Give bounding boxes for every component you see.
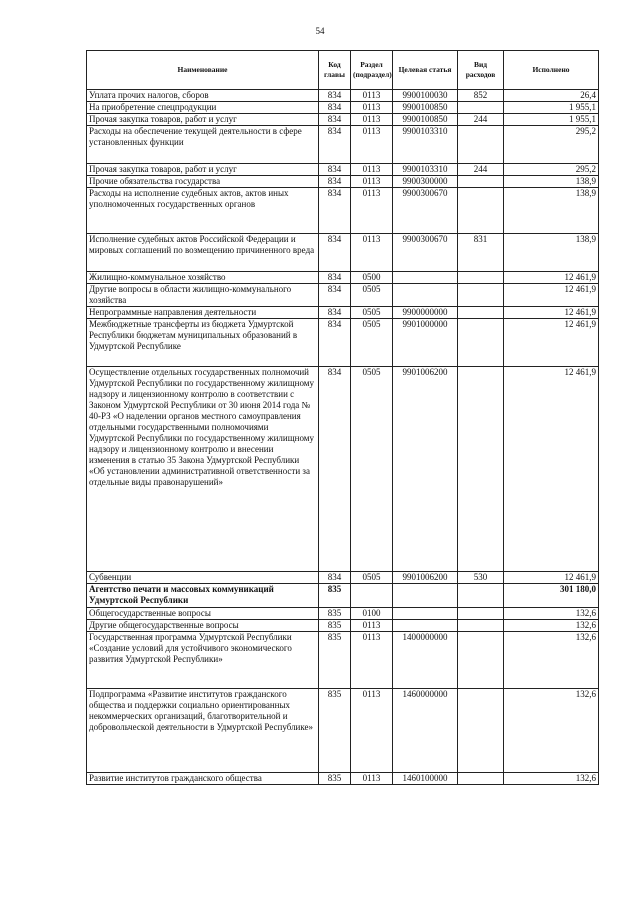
row-target: 9900300670: [393, 234, 458, 272]
row-name: Другие общегосударственные вопросы: [87, 620, 319, 632]
row-code: 835: [319, 632, 351, 689]
row-type: 244: [458, 164, 504, 176]
row-code: 834: [319, 164, 351, 176]
table-row: [87, 689, 599, 773]
row-section: 0100: [351, 608, 393, 620]
row-type: [458, 102, 504, 114]
row-name: Государственная программа Удмуртской Республики «Создание условий для устойчивого экономического развития Удмуртской Республики»: [87, 632, 319, 689]
row-name: Расходы на исполнение судебных актов, актов иных уполномоченных государственных органов: [87, 188, 319, 234]
table-row: [87, 234, 599, 272]
row-section: 0505: [351, 367, 393, 572]
row-type: [458, 176, 504, 188]
row-name: Уплата прочих налогов, сборов: [87, 90, 319, 102]
row-type: [458, 126, 504, 164]
row-target: 9900103310: [393, 126, 458, 164]
row-target: 9900100850: [393, 102, 458, 114]
row-name: Прочая закупка товаров, работ и услуг: [87, 114, 319, 126]
row-section: 0113: [351, 689, 393, 773]
row-target: 9901000000: [393, 319, 458, 367]
row-type: [458, 284, 504, 307]
table-row: [87, 620, 599, 632]
row-type: [458, 188, 504, 234]
row-type: [458, 632, 504, 689]
row-type: [458, 773, 504, 785]
table-row: [87, 90, 599, 102]
row-target: 9900300000: [393, 176, 458, 188]
row-section: 0505: [351, 307, 393, 319]
row-code: 835: [319, 620, 351, 632]
row-code: 834: [319, 234, 351, 272]
row-amount: 1 955,1: [504, 114, 599, 126]
row-target: [393, 284, 458, 307]
row-code: 834: [319, 307, 351, 319]
row-target: [393, 272, 458, 284]
row-target: [393, 620, 458, 632]
row-name: Развитие институтов гражданского общества: [87, 773, 319, 785]
table-row: [87, 319, 599, 367]
row-code: 834: [319, 176, 351, 188]
row-code: 834: [319, 367, 351, 572]
row-amount: 12 461,9: [504, 572, 599, 584]
table-row: [87, 608, 599, 620]
row-name: Подпрограмма «Развитие институтов гражданского общества и поддержки социально ориентированных некоммерческих организаций, благотворительной и добровольческой деятельности в Удмуртской Республике»: [87, 689, 319, 773]
row-type: 852: [458, 90, 504, 102]
row-code: 834: [319, 90, 351, 102]
row-target: [393, 584, 458, 608]
row-section: [351, 584, 393, 608]
row-code: 834: [319, 284, 351, 307]
row-code: 834: [319, 572, 351, 584]
table-header-row: [87, 51, 599, 90]
row-code: 835: [319, 689, 351, 773]
row-amount: 132,6: [504, 773, 599, 785]
row-type: [458, 620, 504, 632]
table-row: [87, 272, 599, 284]
row-target: 9900100850: [393, 114, 458, 126]
row-name: Другие вопросы в области жилищно-коммунального хозяйства: [87, 284, 319, 307]
row-name: Непрограммные направления деятельности: [87, 307, 319, 319]
row-target: [393, 608, 458, 620]
row-type: [458, 307, 504, 319]
row-name: Субвенции: [87, 572, 319, 584]
table-row: [87, 126, 599, 164]
row-section: 0113: [351, 188, 393, 234]
row-type: [458, 689, 504, 773]
row-amount: 12 461,9: [504, 284, 599, 307]
table-row: [87, 102, 599, 114]
row-amount: 26,4: [504, 90, 599, 102]
table-row: [87, 176, 599, 188]
row-name: На приобретение спецпродукции: [87, 102, 319, 114]
header-target: Целевая статья: [393, 51, 458, 90]
header-type: Вид расходов: [458, 51, 504, 90]
header-code: Код главы: [319, 51, 351, 90]
row-type: 530: [458, 572, 504, 584]
row-amount: 132,6: [504, 620, 599, 632]
row-amount: 132,6: [504, 608, 599, 620]
row-type: [458, 608, 504, 620]
row-target: 1460100000: [393, 773, 458, 785]
row-name: Прочие обязательства государства: [87, 176, 319, 188]
row-amount: 301 180,0: [504, 584, 599, 608]
row-name: Общегосударственные вопросы: [87, 608, 319, 620]
row-type: [458, 319, 504, 367]
row-code: 834: [319, 188, 351, 234]
row-amount: 1 955,1: [504, 102, 599, 114]
row-type: [458, 584, 504, 608]
row-amount: 138,9: [504, 176, 599, 188]
row-amount: 295,2: [504, 164, 599, 176]
row-section: 0113: [351, 102, 393, 114]
row-name: Межбюджетные трансферты из бюджета Удмуртской Республики бюджетам муниципальных образований в Удмуртской Республике: [87, 319, 319, 367]
row-amount: 12 461,9: [504, 272, 599, 284]
header-amount: Исполнено: [504, 51, 599, 90]
table-row: [87, 307, 599, 319]
row-code: 835: [319, 584, 351, 608]
row-section: 0500: [351, 272, 393, 284]
row-section: 0113: [351, 620, 393, 632]
row-name: Расходы на обеспечение текущей деятельности в сфере установленных функции: [87, 126, 319, 164]
row-amount: 132,6: [504, 632, 599, 689]
table-row: [87, 114, 599, 126]
row-target: 1460000000: [393, 689, 458, 773]
row-section: 0505: [351, 319, 393, 367]
row-type: 831: [458, 234, 504, 272]
row-name: Осуществление отдельных государственных полномочий Удмуртской Республики по государственному жилищному надзору и лицензионному контролю в соответствии с Законом Удмуртской Республики от 30 июня 2014 года № 40-РЗ «О наделении органов местного самоуправления отдельными государственными полномочиями Удмуртской Республики по государственному жилищному надзору и лицензионному контролю и внесении изменения в статью 35 Закона Удмуртской Республики «Об установлении административной ответственности за отдельные виды правонарушений»: [87, 367, 319, 572]
header-name: Наименование: [87, 51, 319, 90]
row-amount: 138,9: [504, 188, 599, 234]
header-section: Раздел (подраздел): [351, 51, 393, 90]
row-code: 834: [319, 114, 351, 126]
row-name: Агентство печати и массовых коммуникаций Удмуртской Республики: [87, 584, 319, 608]
row-amount: 138,9: [504, 234, 599, 272]
row-section: 0113: [351, 632, 393, 689]
row-type: [458, 367, 504, 572]
row-target: 9900000000: [393, 307, 458, 319]
row-section: 0113: [351, 114, 393, 126]
budget-table: [86, 50, 599, 785]
row-amount: 12 461,9: [504, 307, 599, 319]
row-target: 9900103310: [393, 164, 458, 176]
row-section: 0113: [351, 90, 393, 102]
row-code: 834: [319, 102, 351, 114]
row-target: 9900300670: [393, 188, 458, 234]
row-target: 1400000000: [393, 632, 458, 689]
row-section: 0505: [351, 284, 393, 307]
row-name: Прочая закупка товаров, работ и услуг: [87, 164, 319, 176]
row-code: 834: [319, 319, 351, 367]
row-target: 9901006200: [393, 572, 458, 584]
table-row: [87, 584, 599, 608]
table-row: [87, 773, 599, 785]
row-section: 0505: [351, 572, 393, 584]
table-row: [87, 572, 599, 584]
table-row: [87, 188, 599, 234]
row-amount: 295,2: [504, 126, 599, 164]
row-section: 0113: [351, 126, 393, 164]
table-row: [87, 164, 599, 176]
row-section: 0113: [351, 773, 393, 785]
row-code: 834: [319, 126, 351, 164]
row-code: 834: [319, 272, 351, 284]
row-target: 9901006200: [393, 367, 458, 572]
row-target: 9900100030: [393, 90, 458, 102]
row-type: 244: [458, 114, 504, 126]
table-row: [87, 284, 599, 307]
row-name: Жилищно-коммунальное хозяйство: [87, 272, 319, 284]
row-section: 0113: [351, 234, 393, 272]
row-name: Исполнение судебных актов Российской Федерации и мировых соглашений по возмещению причиненного вреда: [87, 234, 319, 272]
row-amount: 132,6: [504, 689, 599, 773]
row-amount: 12 461,9: [504, 319, 599, 367]
row-type: [458, 272, 504, 284]
row-amount: 12 461,9: [504, 367, 599, 572]
row-code: 835: [319, 608, 351, 620]
row-code: 835: [319, 773, 351, 785]
row-section: 0113: [351, 164, 393, 176]
table-row: [87, 367, 599, 572]
table-row: [87, 632, 599, 689]
page-number: 54: [315, 26, 325, 36]
row-section: 0113: [351, 176, 393, 188]
